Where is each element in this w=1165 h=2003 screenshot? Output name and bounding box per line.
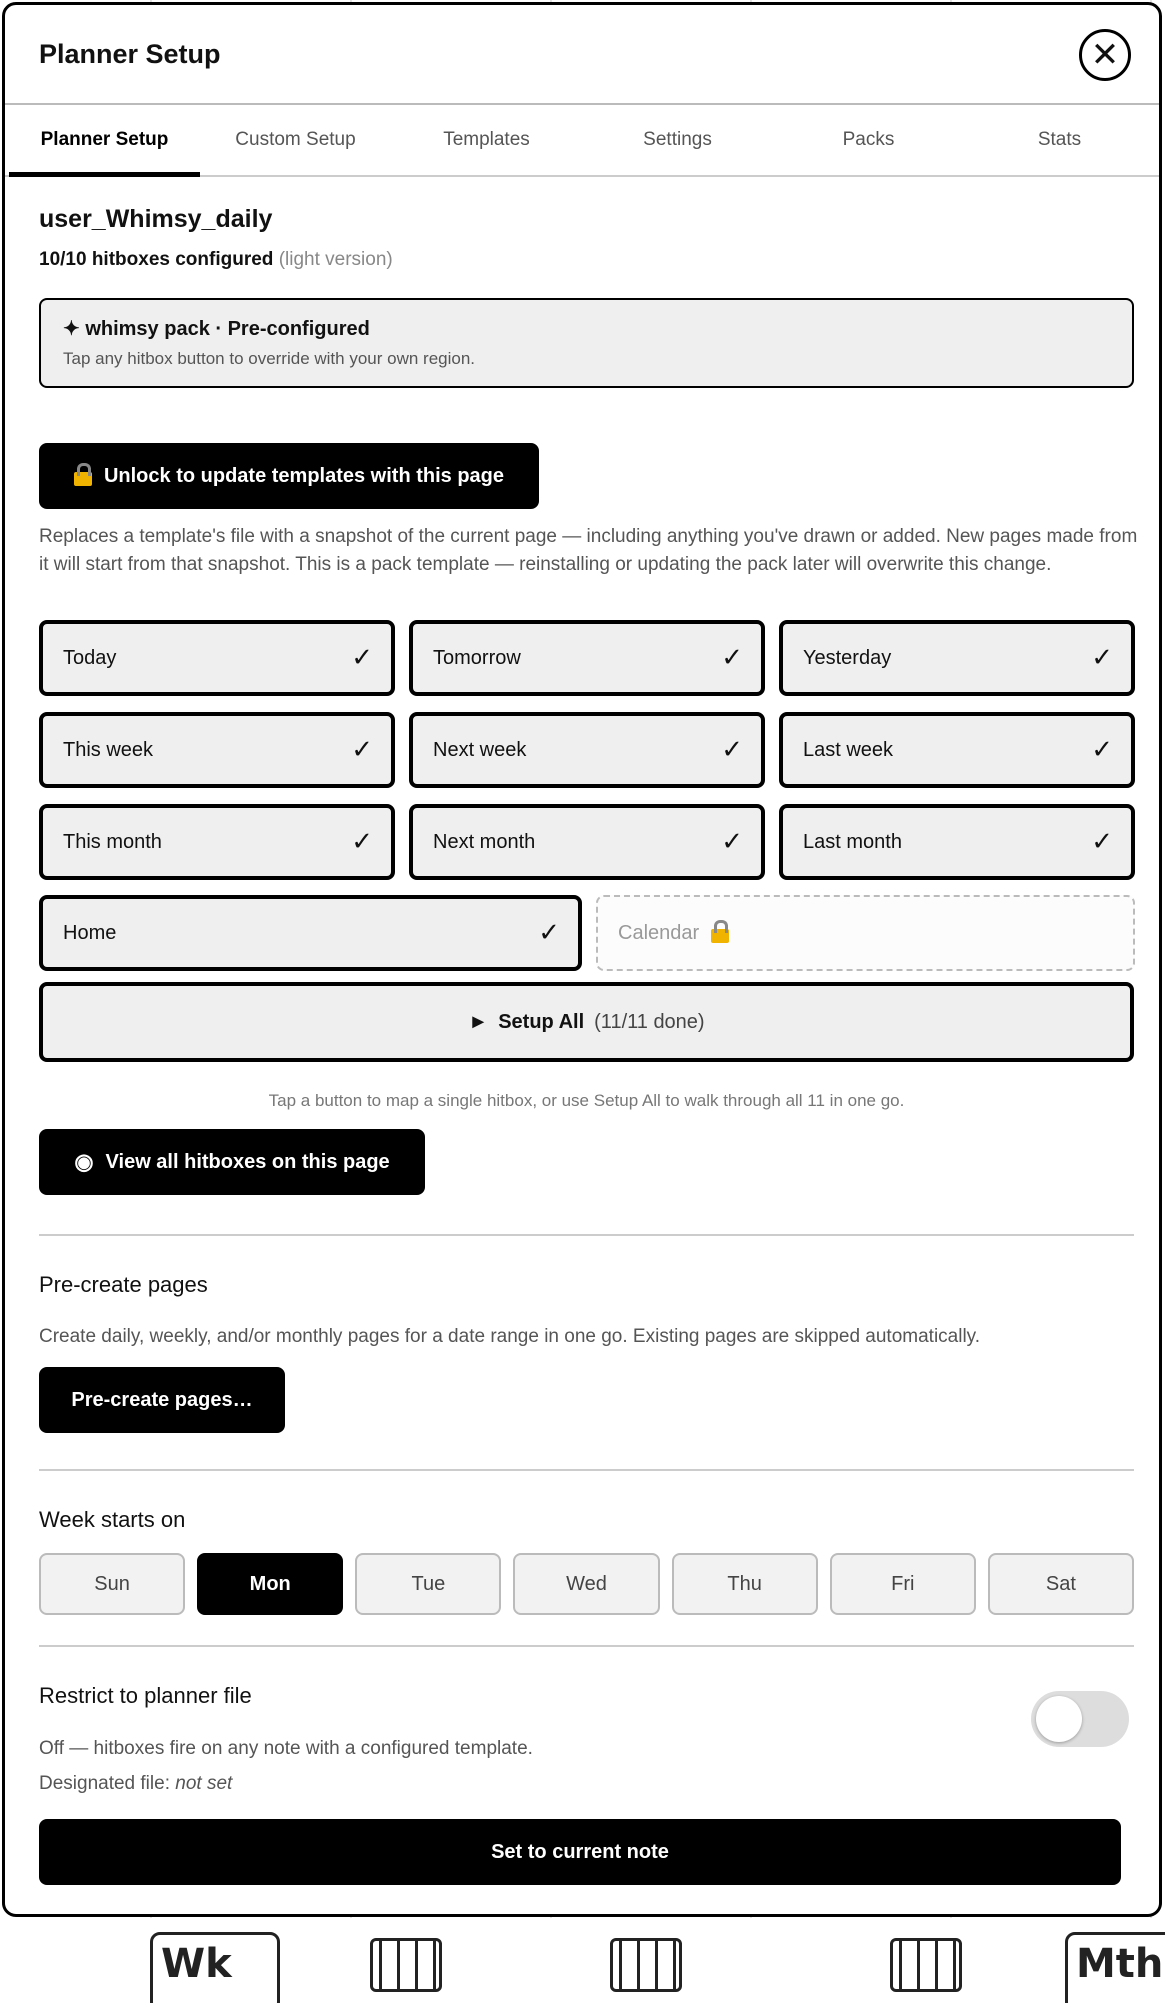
month-doodle [1065,1932,1165,2003]
hitbox-label: Today [63,646,117,669]
hitbox-count [39,249,393,271]
unlock-templates-label: Unlock to update templates with this page [103,464,505,487]
hitbox-today[interactable] [39,620,395,696]
calendar-grid-icon [370,1938,442,1992]
week-doodle [150,1932,280,2003]
hitbox-next-month[interactable] [409,804,765,880]
day-option-fri[interactable]: Fri [830,1553,976,1615]
tab-templates[interactable]: Templates [443,129,530,150]
day-option-sun[interactable]: Sun [39,1553,185,1615]
check-icon: ✓ [538,918,560,948]
tab-packs[interactable]: Packs [842,129,895,150]
setup-all-label: Setup All [498,1010,585,1033]
check-icon: ✓ [351,827,373,857]
close-icon: ✕ [1090,35,1120,75]
setup-all-progress: (11/11 done) [594,1010,705,1033]
hitbox-label: Last month [803,830,902,853]
tab-settings[interactable]: Settings [643,129,712,150]
set-current-note-button[interactable]: Set to current note [39,1819,1121,1885]
hitbox-last-month[interactable] [779,804,1135,880]
designated-file-label: Designated file: [39,1773,176,1794]
day-option-thu[interactable]: Thu [672,1553,818,1615]
week-start-selector [39,1553,1134,1615]
hitbox-label: Calendar [618,921,700,944]
lock-icon [711,929,729,943]
week-start-title: Week starts on [39,1507,186,1532]
template-description: Replaces a template's file with a snapshot of the current page — including anything you've drawn or added. New pages made from it will start from that snapshot. This is a pack template — reinstalling or updating the pack later will overwrite this change. [39,526,1138,575]
toggle-knob [1036,1696,1082,1742]
check-icon: ✓ [721,735,743,765]
setup-hint: Tap a button to map a single hitbox, or use Setup All to walk through all 11 in one go. [268,1091,905,1110]
hitbox-label: This week [63,738,154,761]
designated-file-value: not set [175,1773,233,1794]
hitbox-home[interactable] [39,895,582,971]
check-icon: ✓ [1091,735,1113,765]
week-doodle-label: Wk [161,1941,232,1987]
eye-icon: ◉ [74,1149,94,1174]
tab-planner-setup[interactable]: Planner Setup [9,105,200,175]
month-doodle-label: Mth [1076,1941,1164,1987]
restrict-status: Off — hitboxes fire on any note with a configured template. [39,1738,533,1759]
check-icon: ✓ [1091,827,1113,857]
close-button[interactable] [1079,29,1131,81]
check-icon: ✓ [721,827,743,857]
hitbox-calendar-locked[interactable] [596,895,1135,971]
day-option-mon[interactable]: Mon [197,1553,343,1615]
tab-bar [5,105,1159,177]
designated-file [39,1773,232,1795]
modal-header [5,5,1159,105]
restrict-toggle[interactable] [1031,1691,1129,1747]
day-option-sat[interactable]: Sat [988,1553,1134,1615]
check-icon: ✓ [721,643,743,673]
hitbox-this-week[interactable] [39,712,395,788]
hitbox-label: Home [63,921,117,944]
lock-icon [74,472,92,486]
section-divider [39,1645,1134,1647]
hitbox-label: Last week [803,738,894,761]
hitbox-this-month[interactable] [39,804,395,880]
hitbox-next-week[interactable] [409,712,765,788]
day-option-wed[interactable]: Wed [513,1553,659,1615]
restrict-title: Restrict to planner file [39,1683,252,1708]
tab-custom-setup[interactable]: Custom Setup [235,129,356,150]
pack-info-box [39,298,1134,388]
calendar-grid-icon [890,1938,962,1992]
hitbox-count-text: 10/10 hitboxes configured [39,249,274,270]
precreate-title: Pre-create pages [39,1272,208,1297]
precreate-description: Create daily, weekly, and/or monthly pages for a date range in one go. Existing pages are skipped automatically. [39,1326,981,1347]
hitbox-label: Tomorrow [433,646,521,669]
section-divider [39,1234,1134,1236]
play-arrow-icon: ► [468,1010,489,1033]
check-icon: ✓ [351,643,373,673]
modal-title: Planner Setup [39,39,221,69]
version-note: (light version) [278,249,393,270]
check-icon: ✓ [351,735,373,765]
pack-info-title: ✦ whimsy pack · Pre-configured [63,318,370,340]
section-divider [39,1469,1134,1471]
check-icon: ✓ [1091,643,1113,673]
planner-setup-modal [2,2,1162,1917]
hitbox-label: Next week [433,738,527,761]
hitbox-last-week[interactable] [779,712,1135,788]
unlock-templates-button[interactable] [39,443,539,509]
tab-stats[interactable]: Stats [1037,129,1082,150]
precreate-pages-button[interactable]: Pre-create pages… [39,1367,285,1433]
view-all-hitboxes-button[interactable] [39,1129,425,1195]
calendar-grid-icon [610,1938,682,1992]
hitbox-yesterday[interactable] [779,620,1135,696]
planner-name: user_Whimsy_daily [39,205,273,233]
day-option-tue[interactable]: Tue [355,1553,501,1615]
pack-info-subtitle: Tap any hitbox button to override with your own region. [63,349,476,368]
hitbox-label: This month [63,830,162,853]
view-all-hitboxes-label: View all hitboxes on this page [105,1150,390,1173]
hitbox-label: Next month [433,830,536,853]
setup-all-button[interactable] [39,982,1134,1062]
background-doodle-strip [0,1918,1165,2003]
hitbox-label: Yesterday [803,646,892,669]
hitbox-tomorrow[interactable] [409,620,765,696]
